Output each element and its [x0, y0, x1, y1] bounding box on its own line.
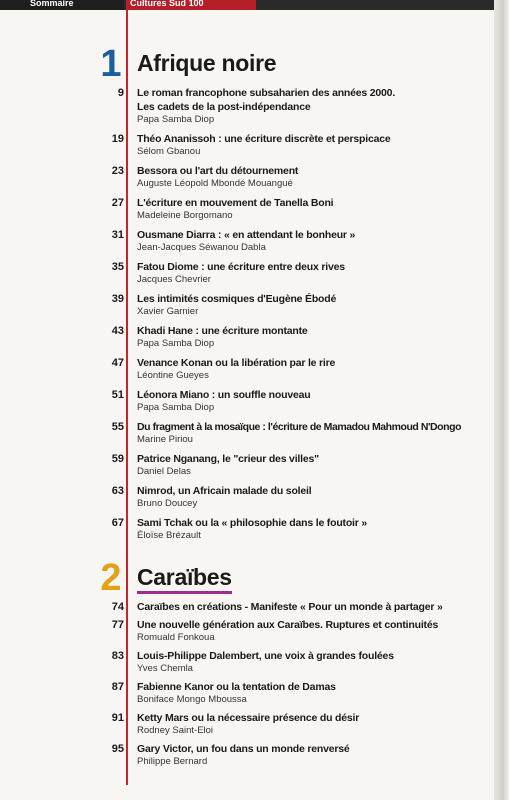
page-number: 9 [117, 87, 124, 99]
toc-entry[interactable] [0, 711, 494, 736]
entry-author: Léontine Gueyes [137, 370, 209, 381]
toc-entry[interactable] [0, 742, 494, 767]
toc-entry[interactable] [0, 420, 494, 452]
toc-entry[interactable] [0, 649, 494, 674]
page-number: 31 [111, 229, 124, 241]
entry-author: Papa Samba Diop [137, 338, 215, 349]
entry-author: Rodney Saint-Eloi [137, 725, 214, 736]
entry-title: Gary Victor, un fou dans un monde renversé [137, 743, 350, 755]
toc-entry[interactable] [0, 600, 494, 618]
entry-author: Papa Samba Diop [137, 402, 215, 413]
entry-title: Fatou Diome : une écriture entre deux rives [137, 261, 345, 273]
page-number: 59 [111, 453, 124, 465]
entry-title: Du fragment à la mosaïque : l'écriture de Mamadou Mahmoud N'Dongo [137, 421, 462, 433]
entry-author: Marine Piriou [137, 434, 193, 445]
toc-entry[interactable] [0, 516, 494, 548]
entry-author: Auguste Léopold Mbondé Mouangué [137, 178, 293, 189]
entry-title: Ketty Mars ou la nécessaire présence du désir [137, 712, 360, 724]
toc-entry[interactable] [0, 196, 494, 228]
toc-entry[interactable] [0, 228, 494, 260]
section-title: Caraïbes [137, 564, 232, 594]
page-number: 83 [111, 650, 124, 662]
toc-entry[interactable] [0, 260, 494, 292]
entry-author: Yves Chemla [137, 663, 193, 674]
entry-author: Xavier Garnier [137, 306, 199, 317]
section-header [0, 557, 494, 599]
header-bar [0, 0, 509, 10]
entry-title: Caraïbes en créations - Manifeste « Pour un monde à partager » [137, 601, 443, 613]
toc-entry[interactable] [0, 164, 494, 196]
section-header [0, 43, 494, 85]
page-number: 23 [111, 165, 124, 177]
section-afrique-noire [0, 43, 494, 548]
toc-entry[interactable] [0, 292, 494, 324]
entry-title: Nimrod, un Africain malade du soleil [137, 485, 312, 497]
toc-entry[interactable] [0, 452, 494, 484]
entry-author: Romuald Fonkoua [137, 632, 215, 643]
entry-author: Jacques Chevrier [137, 274, 211, 285]
page-number: 74 [111, 601, 124, 613]
entry-author: Sélom Gbanou [137, 146, 201, 157]
section-number: 2 [100, 557, 122, 599]
page-number: 35 [111, 261, 124, 273]
page-number: 87 [111, 681, 124, 693]
page-number: 43 [111, 325, 124, 337]
entry-author: Philippe Bernard [137, 756, 208, 767]
section-number: 1 [100, 43, 122, 85]
page-number: 47 [111, 357, 124, 369]
toc-entry[interactable] [0, 324, 494, 356]
page-number: 39 [111, 293, 124, 305]
toc-entry[interactable] [0, 484, 494, 516]
section-caraibes [0, 557, 494, 767]
entry-title: Venance Konan ou la libération par le rire [137, 357, 336, 369]
entry-author: Boniface Mongo Mboussa [137, 694, 247, 705]
entry-title: Une nouvelle génération aux Caraïbes. Ruptures et continuités [137, 619, 439, 631]
entry-author: Papa Samba Diop [137, 114, 215, 125]
page-number: 95 [111, 743, 124, 755]
entry-title: Sami Tchak ou la « philosophie dans le foutoir » [137, 517, 367, 529]
page-number: 55 [111, 421, 124, 433]
entry-title: Patrice Nganang, le "crieur des villes" [137, 453, 319, 465]
page-number: 67 [111, 517, 124, 529]
toc-entry[interactable] [0, 680, 494, 705]
entry-title: Léonora Miano : un souffle nouveau [137, 389, 311, 401]
entry-author: Bruno Doucey [137, 498, 198, 509]
page-number: 63 [111, 485, 124, 497]
entry-author: Madeleine Borgomano [137, 210, 233, 221]
entry-title: Les intimités cosmiques d'Eugène Ébodé [137, 293, 337, 305]
page-number: 51 [111, 389, 124, 401]
page-number: 19 [111, 133, 124, 145]
entry-title: Théo Ananissoh : une écriture discrète et perspicace [137, 133, 391, 145]
page-number: 77 [111, 619, 124, 631]
entry-title: Ousmane Diarra : « en attendant le bonheur » [137, 229, 356, 241]
toc-entry[interactable] [0, 356, 494, 388]
header-tab-sommaire: Sommaire [0, 0, 124, 10]
header-tab-cultures-sud: Cultures Sud 100 [126, 0, 256, 10]
entry-author: Jean-Jacques Séwanou Dabla [137, 242, 266, 253]
page-number: 27 [111, 197, 124, 209]
entry-title: Bessora ou l'art du détournement [137, 165, 299, 177]
toc-entry[interactable] [0, 618, 494, 643]
entry-title: Fabienne Kanor ou la tentation de Damas [137, 681, 336, 693]
entry-subtitle: Les cadets de la post-indépendance [137, 101, 311, 113]
toc-entry[interactable] [0, 388, 494, 420]
section-title: Afrique noire [137, 50, 277, 76]
entry-title: Louis-Philippe Dalembert, une voix à grandes foulées [137, 650, 394, 662]
page-spine-shadow [494, 0, 509, 800]
toc-entry[interactable] [0, 132, 494, 164]
entry-title: Le roman francophone subsaharien des années 2000. [137, 87, 396, 99]
page-number: 91 [111, 712, 124, 724]
toc-entry[interactable] [0, 86, 494, 132]
entry-title: L'écriture en mouvement de Tanella Boni [137, 197, 334, 209]
entry-author: Éloïse Brézault [137, 530, 201, 541]
entry-title: Khadi Hane : une écriture montante [137, 325, 308, 337]
entry-author: Daniel Delas [137, 466, 191, 477]
